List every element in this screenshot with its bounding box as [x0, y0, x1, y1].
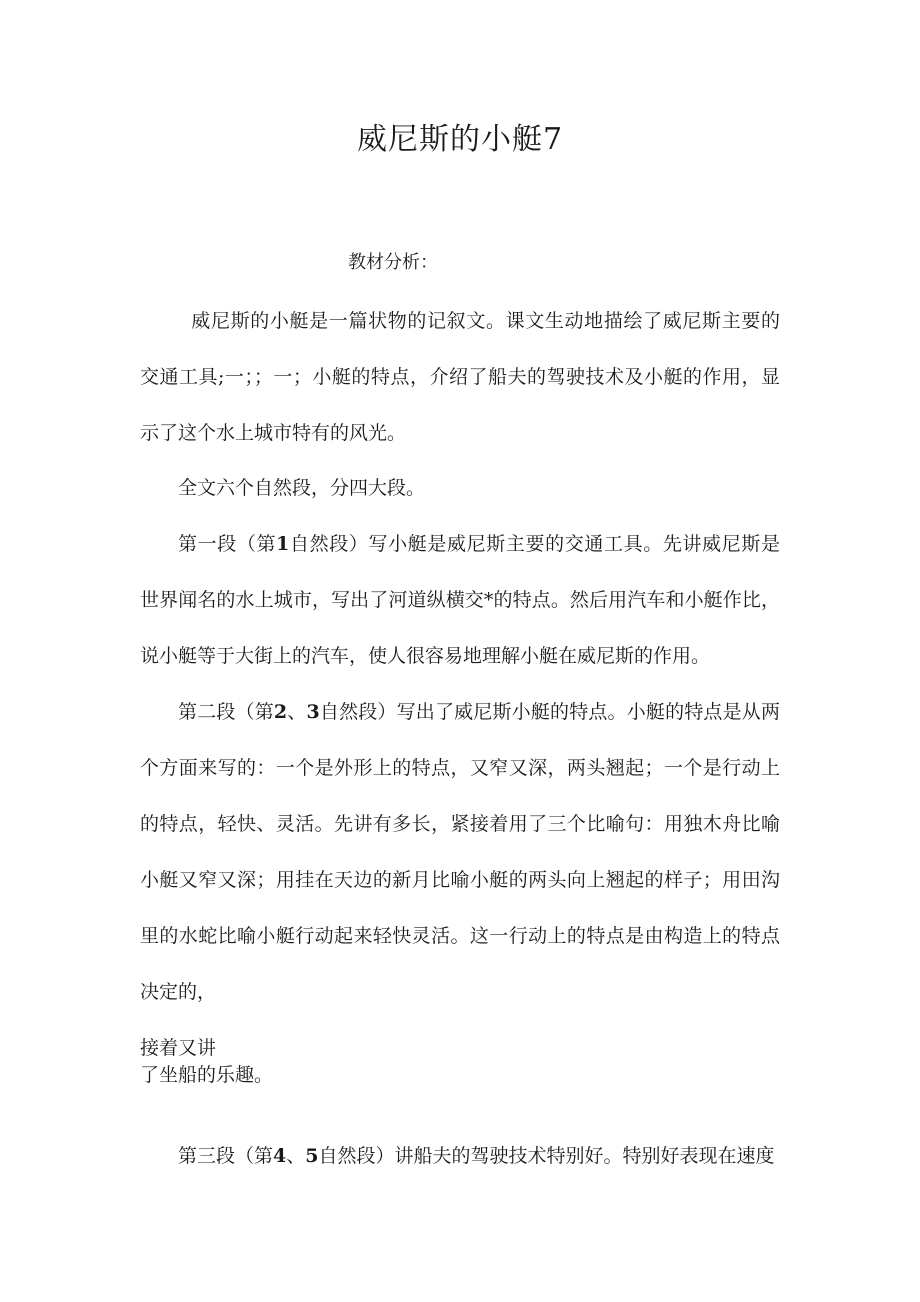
page-title: 威尼斯的小艇7	[356, 122, 564, 157]
section-three-number-b: 5	[305, 1145, 319, 1167]
paragraph-section-three	[140, 1128, 780, 1184]
section-two-separator: 、	[287, 701, 307, 723]
paragraph-intro: 威尼斯的小艇是一篇状物的记叙文。课文生动地描绘了威尼斯主要的交通工具;一；；一；小艇的特点，介绍了船夫的驾驶技术及小艇的作用，显示了这个水上城市特有的风光。	[140, 310, 780, 444]
section-three-separator: 、	[286, 1145, 306, 1167]
section-two-body: 自然段）写出了威尼斯小艇的特点。小艇的特点是从两个方面来写的：一个是外形上的特点，又窄又深，两头翘起；一个是行动上的特点，轻快、灵活。先讲有多长，紧接着用了三个比喻句：用独木舟比喻小艇又窄又深；用挂在天边的新月比喻小艇的两头向上翘起的样子；用田沟里的水蛇比喻小艇行动起来轻快灵活。这一行动上的特点是由构造上的特点决定的，	[140, 701, 780, 1003]
section-two-number-a: 2	[273, 701, 288, 723]
section-two-continuation: 接着又讲	[140, 1037, 217, 1059]
section-one-prefix: 第一段（第	[178, 533, 277, 555]
section-two-number-b: 3	[306, 701, 320, 723]
paragraph-structure: 全文六个自然段，分四大段。	[178, 477, 426, 499]
paragraph-section-two	[140, 684, 780, 1076]
section-three-prefix: 第三段（第	[178, 1145, 274, 1167]
section-three-body: 自然段）讲船夫的驾驶技术特别好。特别好表现在速度	[318, 1145, 775, 1167]
section-one-number: 1	[276, 533, 290, 555]
paragraph-section-two-tail: 了坐船的乐趣。	[140, 1064, 274, 1086]
paragraph-section-one	[140, 516, 780, 684]
section-three-number-a: 4	[273, 1145, 287, 1167]
section-one-body: 自然段）写小艇是威尼斯主要的交通工具。先讲威尼斯是世界闻名的水上城市，写出了河道纵横交*的特点。然后用汽车和小艇作比，说小艇等于大街上的汽车，使人很容易地理解小艇在威尼斯的作用。	[140, 533, 780, 667]
section-heading: 教材分析：	[348, 252, 438, 273]
section-two-prefix: 第二段（第	[178, 701, 274, 723]
